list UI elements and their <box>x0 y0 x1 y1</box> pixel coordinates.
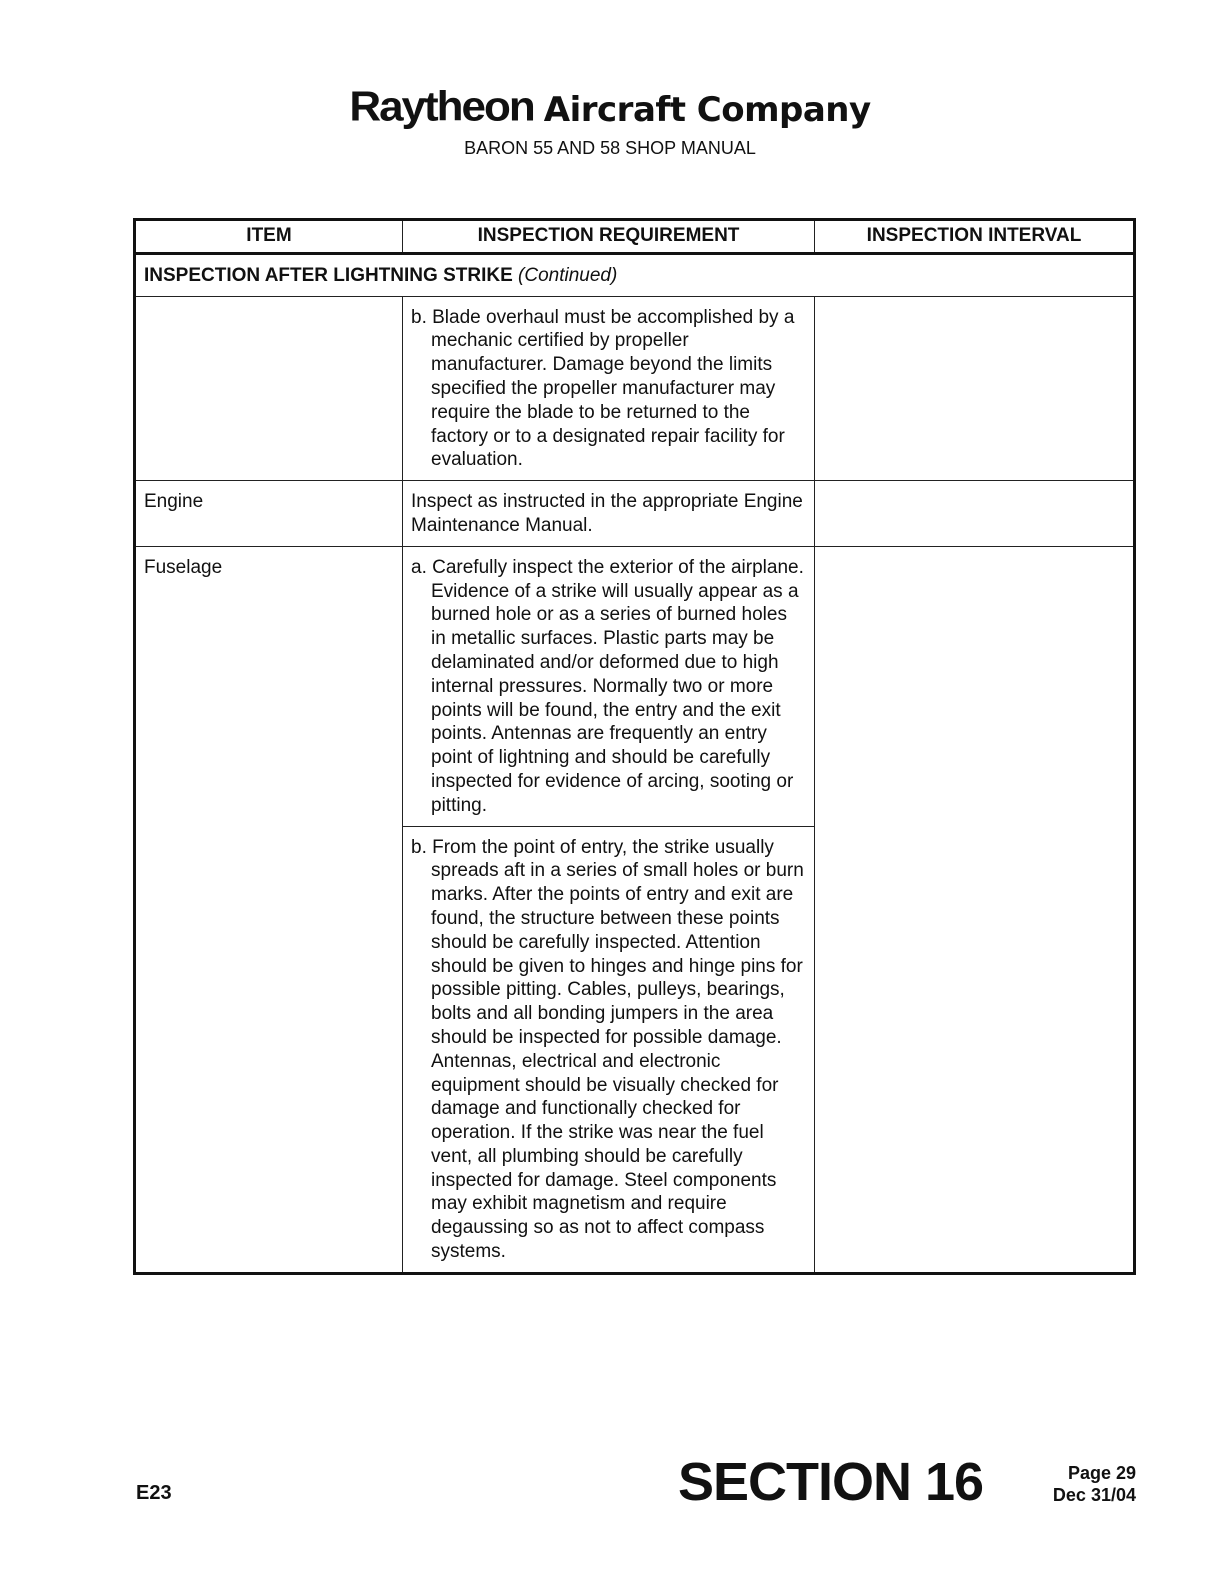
page-header <box>0 82 1220 159</box>
footer-code: E23 <box>136 1482 172 1504</box>
interval-cell <box>815 546 1135 826</box>
company-name: Aircraft Company <box>543 90 871 130</box>
footer-section-title: SECTION 16 <box>678 1452 984 1512</box>
column-header-interval: INSPECTION INTERVAL <box>815 220 1135 254</box>
requirement-cell <box>403 481 815 547</box>
interval-cell <box>815 481 1135 547</box>
requirement-text: a. Carefully inspect the exterior of the airplane. Evidence of a strike will usually appear as a burned hole or as a series of burned holes in metallic surfaces. Plastic parts may be delaminated and/or deformed due to high internal pressures. Normally two or more points will be found, the entry and the exit points. Antennas are frequently an entry point of lightning and should be carefully inspected for evidence of arcing, sooting or pitting. <box>411 556 804 816</box>
item-cell <box>135 296 403 481</box>
footer-page-info <box>1053 1462 1136 1506</box>
item-cell: Fuselage <box>135 546 403 826</box>
column-header-requirement: INSPECTION REQUIREMENT <box>403 220 815 254</box>
section-title: INSPECTION AFTER LIGHTNING STRIKE <box>144 264 513 286</box>
requirement-text: b. From the point of entry, the strike usually spreads aft in a series of small holes or burn marks. After the points of entry and exit are found, the structure between these points should be carefully inspected. Attention should be given to hinges and hinge pins for possible pitting. Cables, pulleys, bearings, bolts and all bonding jumpers in the area should be inspected for possible damage. Antennas, electrical and electronic equipment should be visually checked for damage and functionally checked for operation. If the strike was near the fuel vent, all plumbing should be carefully inspected for damage. Steel components may exhibit magnetism and require degaussing so as not to affect compass systems. <box>411 836 804 1263</box>
requirement-cell <box>403 826 815 1273</box>
table-row <box>135 546 1135 826</box>
interval-cell <box>815 826 1135 1273</box>
requirement-cell <box>403 546 815 826</box>
inspection-table <box>133 218 1136 1275</box>
table-row <box>135 296 1135 481</box>
table-header-row <box>135 220 1135 254</box>
footer-page-number: Page 29 <box>1067 1463 1136 1483</box>
item-cell <box>135 826 403 1273</box>
table-row <box>135 481 1135 547</box>
section-heading <box>135 253 1135 296</box>
brand-line <box>0 82 1220 132</box>
manual-title: BARON 55 AND 58 SHOP MANUAL <box>464 138 756 158</box>
section-note: (Continued) <box>518 264 618 286</box>
interval-cell <box>815 296 1135 481</box>
item-cell: Engine <box>135 481 403 547</box>
section-heading-row <box>135 253 1135 296</box>
table-row <box>135 826 1135 1273</box>
requirement-text: Inspect as instructed in the appropriate Engine Maintenance Manual. <box>411 491 803 536</box>
requirement-text: b. Blade overhaul must be accomplished by a mechanic certified by propeller manufacturer. Damage beyond the limits specified the propeller manufacturer may require the blade to be returned to the factory or to a designated repair facility for evaluation. <box>411 306 795 471</box>
requirement-cell <box>403 296 815 481</box>
raytheon-logo: Raytheon <box>349 83 534 130</box>
footer-date: Dec 31/04 <box>1052 1485 1136 1505</box>
column-header-item: ITEM <box>135 220 403 254</box>
